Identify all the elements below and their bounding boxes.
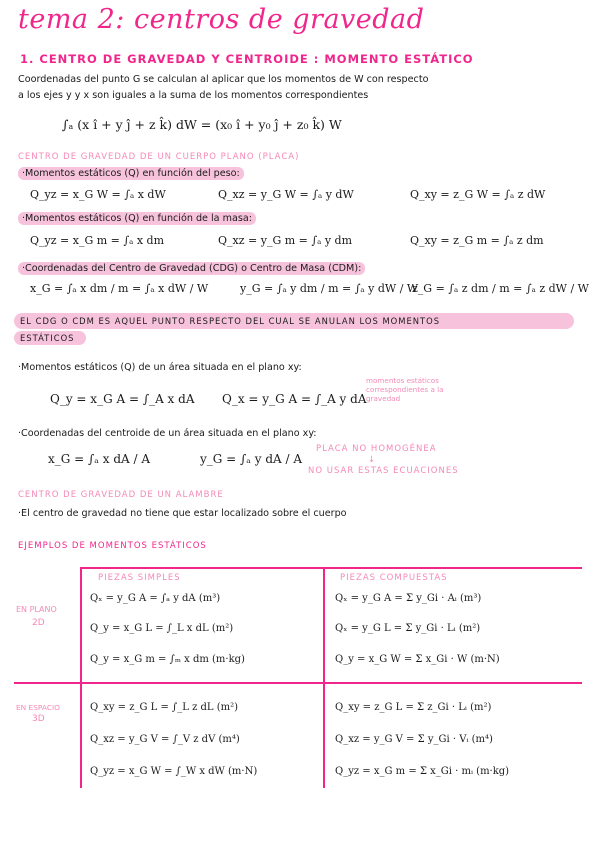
- centroid-label: ·Coordenadas del centroide de un área situada en el plano xy:: [18, 428, 317, 439]
- space-simple-1: Q_xy = z_G L = ∫_L z dL (m²): [90, 702, 239, 713]
- space-compound-2: Q_xz = y_G V = Σ y_Gi · Vᵢ (m⁴): [335, 734, 493, 745]
- wire-line: ·El centro de gravedad no tiene que estar localizado sobre el cuerpo: [18, 508, 347, 519]
- weight-eq-xy: Q_xy = z_G W = ∫ₐ z dW: [410, 188, 546, 201]
- plane-compound-2: Qₓ = y_G L = Σ y_Gi · Lᵢ (m²): [335, 623, 481, 634]
- table-center-line: [323, 567, 325, 788]
- intro-line-2: a los ejes y y x son iguales a la suma de los momentos correspondientes: [18, 90, 369, 101]
- section-heading-1: 1. CENTRO DE GRAVEDAD Y CENTROIDE : MOMENTO ESTÁTICO: [20, 52, 474, 66]
- weight-moments-label: ·Momentos estáticos (Q) en función del peso:: [18, 167, 244, 180]
- weight-eq-yz: Q_yz = x_G W = ∫ₐ x dW: [30, 188, 166, 201]
- main-equation: ∫ₐ (x î + y ĵ + z k̂) dW = (x₀ î + y₀ ĵ + z₀ k̂) W: [62, 117, 342, 132]
- mass-eq-yz: Q_yz = x_G m = ∫ₐ x dm: [30, 234, 165, 247]
- row-space-label-1: EN ESPACIO: [16, 703, 60, 712]
- moments-note: momentos estáticos correspondientes a la gravedad: [366, 376, 444, 403]
- space-simple-2: Q_xz = y_G V = ∫_V z dV (m⁴): [90, 734, 240, 745]
- space-simple-3: Q_yz = x_G W = ∫_W x dW (m·N): [90, 766, 258, 777]
- cdg-label: ·Coordenadas del Centro de Gravedad (CDG) o Centro de Masa (CDM):: [18, 262, 365, 275]
- nonhomogeneous-note-3: NO USAR ESTAS ECUACIONES: [308, 466, 459, 476]
- space-compound-1: Q_xy = z_G L = Σ z_Gi · Lᵢ (m²): [335, 702, 492, 713]
- area-moment-eq-x: Q_x = y_G A = ∫_A y dA: [222, 392, 367, 406]
- cdg-eq-x: x_G = ∫ₐ x dm / m = ∫ₐ x dW / W: [30, 282, 209, 295]
- plane-simple-1: Qₓ = y_G A = ∫ₐ y dA (m³): [90, 593, 221, 604]
- table-middle-line: [14, 682, 582, 684]
- wire-heading: CENTRO DE GRAVEDAD DE UN ALAMBRE: [18, 490, 224, 500]
- nonhomogeneous-note-1: PLACA NO HOMOGÉNEA: [316, 444, 437, 454]
- plane-compound-1: Qₓ = y_G A = Σ y_Gi · Aᵢ (m³): [335, 593, 482, 604]
- weight-eq-xz: Q_xz = y_G W = ∫ₐ y dW: [218, 188, 354, 201]
- examples-heading: EJEMPLOS DE MOMENTOS ESTÁTICOS: [18, 541, 207, 551]
- cdg-eq-z: z_G = ∫ₐ z dm / m = ∫ₐ z dW / W: [412, 282, 589, 295]
- table-top-line: [80, 567, 582, 569]
- centroid-eq-x: x_G = ∫ₐ x dA / A: [48, 452, 150, 466]
- mass-eq-xy: Q_xy = z_G m = ∫ₐ z dm: [410, 234, 544, 247]
- intro-line-1: Coordenadas del punto G se calculan al aplicar que los momentos de W con respecto: [18, 74, 429, 85]
- space-compound-3: Q_yz = x_G m = Σ x_Gi · mᵢ (m·kg): [335, 766, 510, 777]
- plane-simple-3: Q_y = x_G m = ∫ₘ x dm (m·kg): [90, 654, 245, 665]
- mass-eq-xz: Q_xz = y_G m = ∫ₐ y dm: [218, 234, 353, 247]
- page-title: tema 2: centros de gravedad: [18, 4, 425, 35]
- col-simple-header: PIEZAS SIMPLES: [98, 573, 181, 583]
- table-left-line: [80, 567, 82, 788]
- row-plane-label-2: 2D: [32, 618, 45, 628]
- plane-compound-3: Q_y = x_G W = Σ x_Gi · W (m·N): [335, 654, 500, 665]
- definition-line-2: ESTÁTICOS: [20, 333, 75, 343]
- row-space-label-2: 3D: [32, 714, 45, 724]
- nonhomogeneous-arrow: ↓: [368, 455, 377, 465]
- plate-heading: CENTRO DE GRAVEDAD DE UN CUERPO PLANO (PLACA): [18, 152, 300, 162]
- row-plane-label-1: EN PLANO: [16, 605, 57, 614]
- area-moment-eq-y: Q_y = x_G A = ∫_A x dA: [50, 392, 195, 406]
- area-moments-label: ·Momentos estáticos (Q) de un área situada en el plano xy:: [18, 362, 302, 373]
- centroid-eq-y: y_G = ∫ₐ y dA / A: [200, 452, 303, 466]
- definition-line-1: EL CDG O CDM ES AQUEL PUNTO RESPECTO DEL CUAL SE ANULAN LOS MOMENTOS: [20, 316, 441, 326]
- mass-moments-label: ·Momentos estáticos (Q) en función de la masa:: [18, 212, 256, 225]
- cdg-eq-y: y_G = ∫ₐ y dm / m = ∫ₐ y dW / W: [240, 282, 419, 295]
- col-compound-header: PIEZAS COMPUESTAS: [340, 573, 448, 583]
- plane-simple-2: Q_y = x_G L = ∫_L x dL (m²): [90, 623, 234, 634]
